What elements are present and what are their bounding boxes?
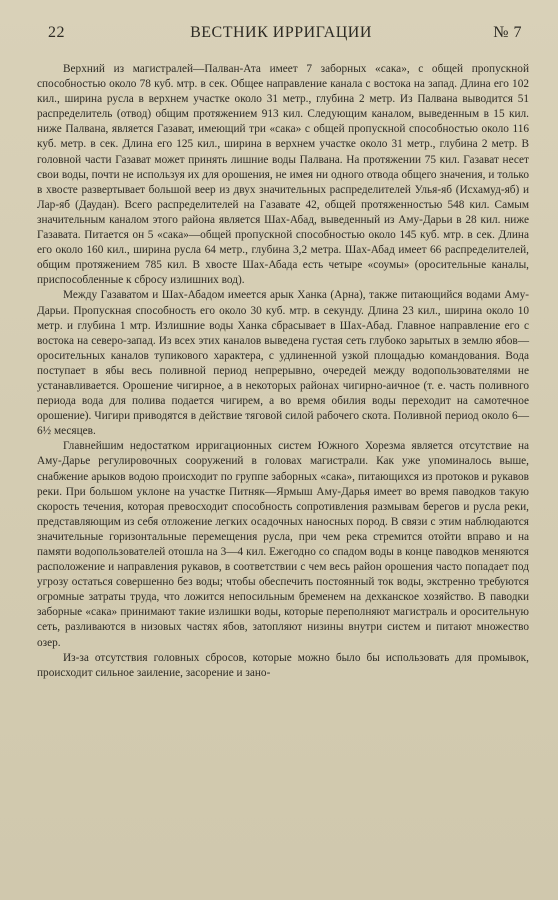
paragraph-1: Верхний из магистралей—Палван-Ата имеет 7 заборных «сака», с общей пропускной способностью около 78 куб. мтр. в сек. Общее направление канала с востока на запад. Длина его 102 кил., ширина русла в верхнем участке около 31 метр., глубина 2 метр. Из Палвана выводится 51 распределитель (отвод) общим протяжением 913 кил. Следующим каналом, выведенным в 15 кил. ниже Палвана, является Газават, имеющий три «сака» с общей пропускной способностью около 116 куб. метр. в сек. Длина его 125 кил., ширина в верхнем участке около 31 метр., глубина 2 метр. В головной части Газават может принять лишние воды Палвана. На протяжении 75 кил. Газават несет свои воды, почти не используя их для орошения, не имея ни одного отвода общего значения, и только в хвосте развертывает большой веер из двух значительных распределителей Улья-яб (Исхамуд-яб) и Лар-яб (Даудан). Всего распределителей на Газавате 42, общей протяженностью 548 кил. Самым значительным каналом этого района является Шах-Абад, выведенный из Аму-Дарьи в 28 кил. ниже Газавата. Питается он 5 «сака»—общей пропускной способностью около 145 куб. мтр. в сек. Длина его около 160 кил., ширина русла 64 метр., глубина 3,2 метра. Шах-Абад имеет 66 распределителей, общим протяжением 785 кил. В хвосте Шах-Абада есть четыре «соумы» (оросительные каналы, приспособленные к сбросу излишних вод). <box>37 63 529 287</box>
article-body <box>37 62 529 681</box>
paragraph-3: Главнейшим недостатком ирригационных систем Южного Хорезма является отсутствие на Аму-Дарье регулировочных сооружений в головах магистрали. Как уже упоминалось выше, снабжение арыков водою происходит по группе заборных «сака», питающихся из протоков и рукавов реки. При большом уклоне на участке Питняк—Ярмыш Аму-Дарья имеет во время паводков такую скорость течения, которая превосходит способность сопротивления размывам берегов и русла реки, представляющим из себя отложение легких осадочных наносных пород. В связи с этим наблюдаются значительные горизонтальные перемещения русла, при чем река стремится отойти вправо и на памяти водопользователей отошла на 3—4 кил. Ежегодно со спадом воды в конце паводков меняются расположение и направления рукавов, в соответствии с чем весь район орошения часто попадает под угрозу остаться совершенно без воды; чтобы обеспечить постоянный ток воды, экстренно требуются огромные затраты труда, что ложится непосильным бременем на дехканское хозяйство. В паводки заборные «сака» принимают такие излишки воды, которые переполняют магистраль и оросительную сеть, разливаются в низовых частях ябов, затопляют низины внутри систем и питают множество озер. <box>37 440 529 649</box>
journal-title: ВЕСТНИК ИРРИГАЦИИ <box>190 24 372 41</box>
page-number: 22 <box>48 24 65 41</box>
page-header <box>40 14 522 40</box>
paragraph-2: Между Газаватом и Шах-Абадом имеется арык Ханка (Арна), также питающийся водами Аму-Дарьи. Пропускная способность его около 30 куб. мтр. в секунду. Длина 23 кил., ширина около 10 метр. и глубина 1 мтр. Излишние воды Ханка сбрасывает в Шах-Абад. Главное направление его с востока на северо-запад. Из всех этих каналов выведена густая сеть глубоко зарытых в землю ябов—оросительных каналов тупикового характера, с удлиненной узкой площадью командования. Вода поступает в ябы весь поливной период непрерывно, очередей между водопользователями не устанавливается. Орошение чигирное, а в некоторых районах чигирно-аичное (т. е. часть поливного периода вода для полива подается чигирем, а во время обилия воды переходит на самотечное орошение). Чигири приводятся в действие тяговой силой рабочего скота. Поливной период около 6—6½ месяцев. <box>37 289 529 438</box>
paragraph-4: Из-за отсутствия головных сбросов, которые можно было бы использовать для промывок, происходит сильное заиление, засорение и зано- <box>37 651 529 679</box>
issue-number: № 7 <box>493 24 522 41</box>
